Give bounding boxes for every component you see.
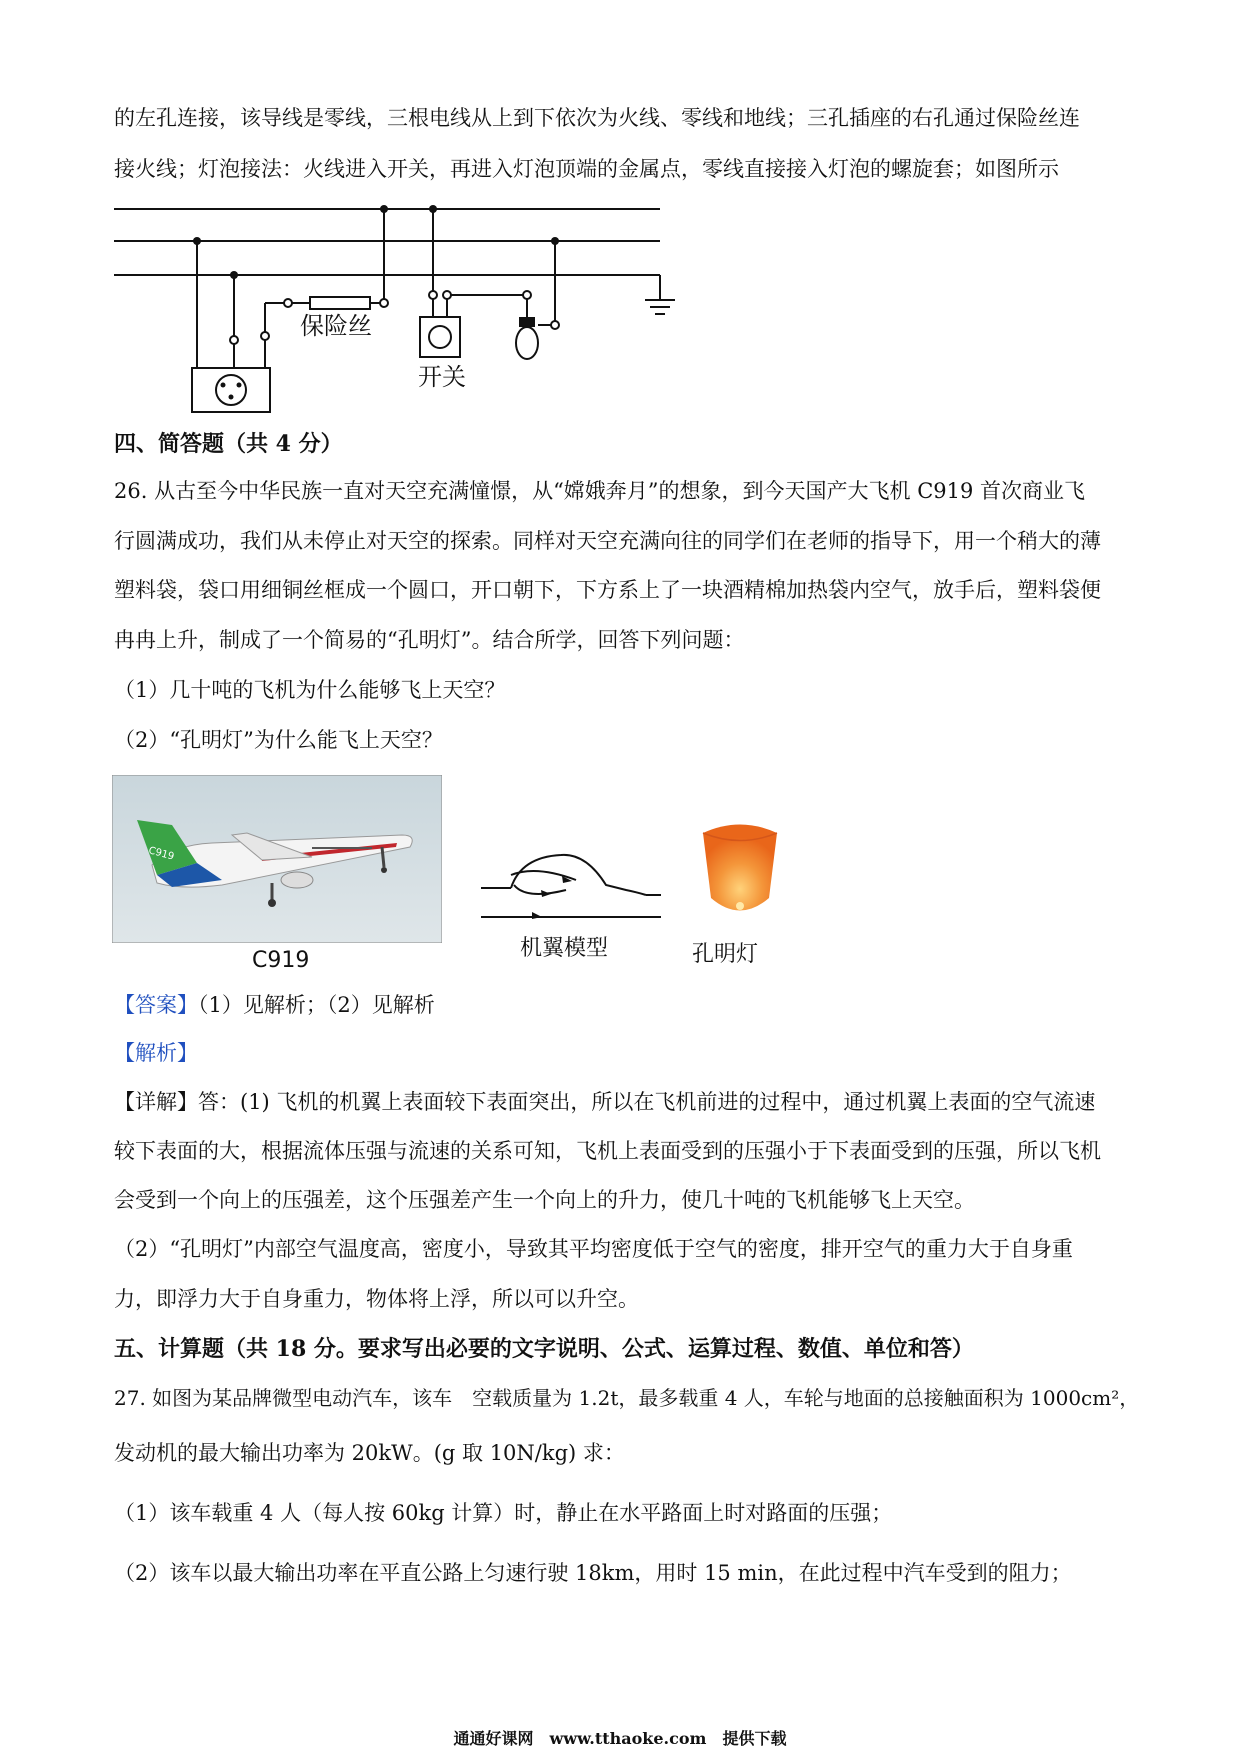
switch-label: 开关 bbox=[418, 363, 466, 391]
question-item: （1）几十吨的飞机为什么能够飞上天空？ bbox=[114, 678, 506, 702]
question-item: （2）该车以最大输出功率在平直公路上匀速行驶 18km，用时 15 min，在此过程中汽车受到的阻力； bbox=[114, 1561, 1072, 1585]
circuit-diagram bbox=[100, 195, 700, 420]
text-line: 会受到一个向上的压强差，这个压强差产生一个向上的升力，使几十吨的飞机能够飞上天空。 bbox=[114, 1188, 975, 1212]
text-line: （2）“孔明灯”内部空气温度高，密度小，导致其平均密度低于空气的密度，排开空气的重力大于自身重 bbox=[114, 1237, 1073, 1261]
page-footer: 通通好课网 www.tthaoke.com 提供下载 bbox=[453, 1729, 787, 1748]
text-line: 较下表面的大，根据流体压强与流速的关系可知，飞机上表面受到的压强小于下表面受到的压强，所以飞机 bbox=[114, 1139, 1101, 1163]
c919-photo bbox=[112, 775, 442, 943]
wing-model-diagram bbox=[476, 845, 666, 930]
text-line: 26. 从古至今中华民族一直对天空充满憧憬，从“嫦娥奔月”的想象，到今天国产大飞机 C919 首次商业飞 bbox=[114, 479, 1086, 503]
wing-model-caption: 机翼模型 bbox=[520, 936, 609, 961]
c919-caption: C919 bbox=[252, 948, 310, 973]
kongming-lantern-image bbox=[695, 818, 785, 928]
fuse-label: 保险丝 bbox=[300, 312, 372, 340]
text-line: 力，即浮力大于自身重力，物体将上浮，所以可以升空。 bbox=[114, 1287, 639, 1311]
text-line: 接火线；灯泡接法：火线进入开关，再进入灯泡顶端的金属点，零线直接接入灯泡的螺旋套；如图所示 bbox=[114, 157, 1059, 181]
analysis-tag: 【解析】 bbox=[114, 1041, 198, 1065]
question-item: （2）“孔明灯”为什么能飞上天空？ bbox=[114, 728, 443, 752]
tail-text: C919 bbox=[147, 845, 176, 863]
text-line: 27. 如图为某品牌微型电动汽车，该车 空载质量为 1.2t，最多载重 4 人，车轮与地面的总接触面积为 1000cm²， bbox=[114, 1386, 1140, 1410]
text-line: 行圆满成功，我们从未停止对天空的探索。同样对天空充满向往的同学们在老师的指导下，用一个稍大的薄 bbox=[114, 529, 1101, 553]
question-item: （1）该车载重 4 人（每人按 60kg 计算）时，静止在水平路面上时对路面的压强； bbox=[114, 1501, 893, 1525]
lantern-caption: 孔明灯 bbox=[692, 942, 759, 967]
text-line: 发动机的最大输出功率为 20kW。(g 取 10N/kg) 求： bbox=[114, 1441, 625, 1465]
text-line: 塑料袋，袋口用细铜丝框成一个圆口，开口朝下，下方系上了一块酒精棉加热袋内空气，放手后，塑料袋便 bbox=[114, 578, 1101, 602]
text-line: 【详解】答：(1) 飞机的机翼上表面较下表面突出，所以在飞机前进的过程中，通过机翼上表面的空气流速 bbox=[114, 1090, 1096, 1114]
text-line: 冉冉上升，制成了一个简易的“孔明灯”。结合所学，回答下列问题： bbox=[114, 628, 745, 652]
section-heading: 五、计算题（共 18 分。要求写出必要的文字说明、公式、运算过程、数值、单位和答） bbox=[114, 1336, 974, 1362]
text-line: 的左孔连接，该导线是零线，三根电线从上到下依次为火线、零线和地线；三孔插座的右孔通过保险丝连 bbox=[114, 106, 1080, 130]
answer-tag: 【答案】 bbox=[114, 993, 198, 1017]
answer-line bbox=[114, 993, 435, 1018]
section-heading: 四、简答题（共 4 分） bbox=[114, 431, 343, 457]
answer-text: （1）见解析；（2）见解析 bbox=[198, 993, 435, 1017]
